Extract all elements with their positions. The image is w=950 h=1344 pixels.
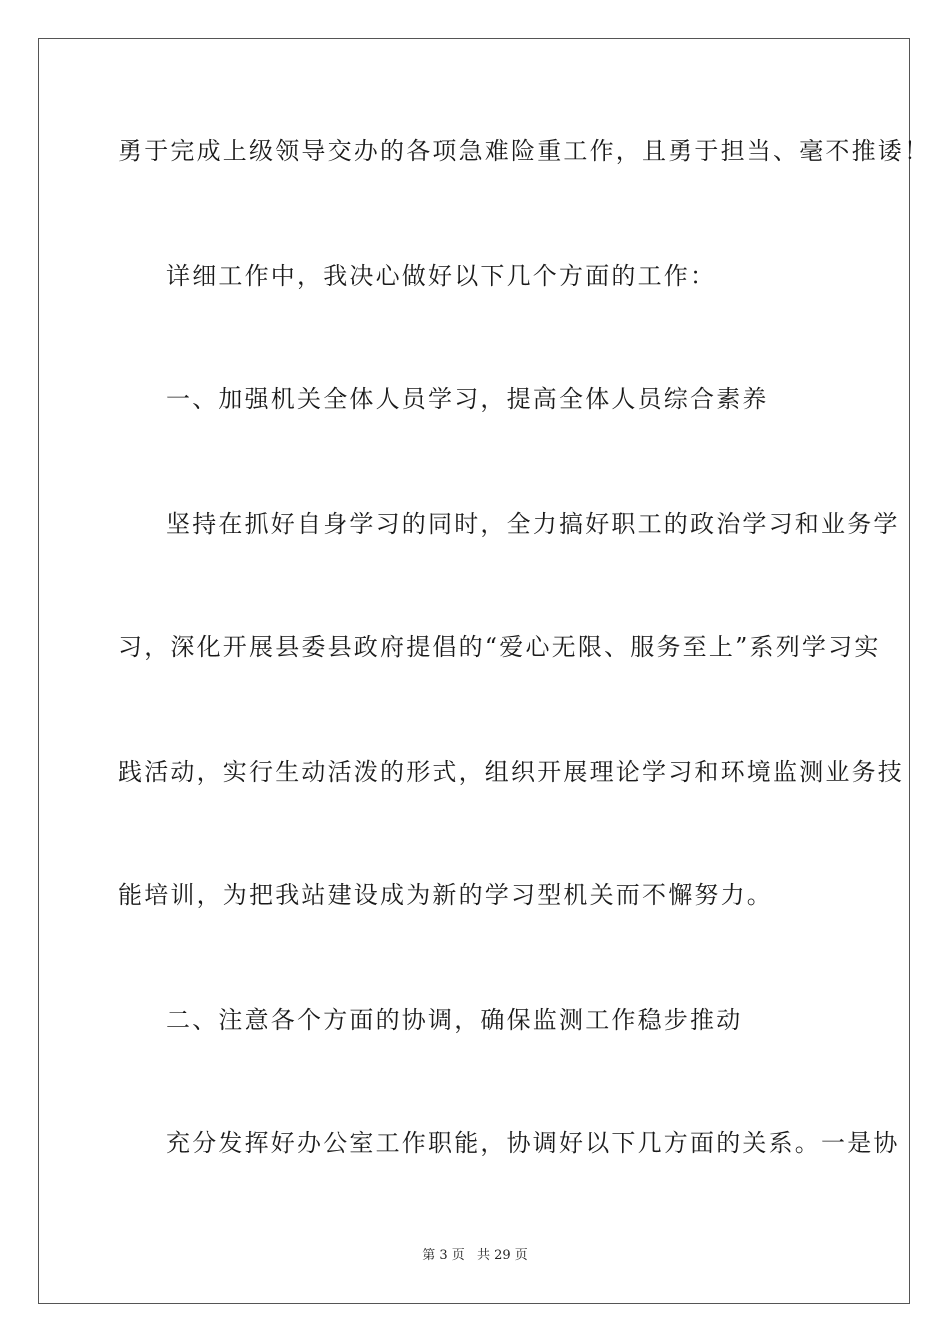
body-line: 坚持在抓好自身学习的同时，全力搞好职工的政治学习和业务学 xyxy=(166,510,900,538)
body-line: 践活动，实行生动活泼的形式，组织开展理论学习和环境监测业务技 xyxy=(118,758,904,786)
body-line: 能培训，为把我站建设成为新的学习型机关而不懈努力。 xyxy=(118,881,773,909)
body-line: 勇于完成上级领导交办的各项急难险重工作，且勇于担当、毫不推诿！ xyxy=(118,137,931,165)
body-line: 充分发挥好办公室工作职能，协调好以下几方面的关系。一是协 xyxy=(166,1129,900,1157)
body-line: 习，深化开展县委县政府提倡的“爱心无限、服务至上”系列学习实 xyxy=(118,633,881,661)
section-heading: 二、注意各个方面的协调，确保监测工作稳步推动 xyxy=(166,1006,743,1034)
page-number: 第 3 页 xyxy=(422,1248,465,1263)
page-border xyxy=(38,38,931,1304)
page-footer xyxy=(0,1248,950,1264)
section-heading: 一、加强机关全体人员学习，提高全体人员综合素养 xyxy=(166,385,769,413)
body-line: 详细工作中，我决心做好以下几个方面的工作： xyxy=(166,262,717,290)
page-total: 共 29 页 xyxy=(476,1248,528,1263)
